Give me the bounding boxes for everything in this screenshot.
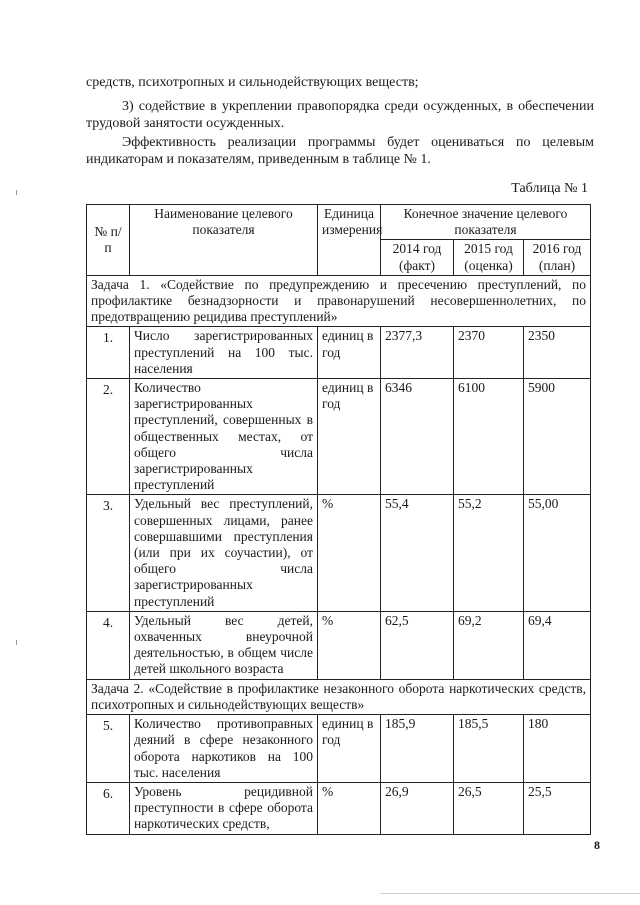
value-2016: 69,4 — [524, 611, 591, 679]
table-row — [87, 611, 591, 679]
indicator-name: Удельный вес преступлений, совершенных лицами, ранее совершавшими преступления (или при их соучастии), от общего числа зарегистрированных преступлений — [130, 495, 318, 611]
indicators-table — [86, 204, 591, 835]
header-2014: 2014 год (факт) — [381, 240, 454, 275]
row-number: 6. — [87, 782, 130, 834]
task-row — [87, 275, 591, 327]
scan-mark — [16, 190, 17, 195]
header-unit: Единица измерения — [318, 205, 381, 276]
value-2014: 55,4 — [381, 495, 454, 611]
text-line: средств, психотропных и сильнодействующих веществ; — [86, 75, 419, 90]
value-2014: 62,5 — [381, 611, 454, 679]
header-2015: 2015 год (оценка) — [454, 240, 524, 275]
table-row — [87, 782, 591, 834]
value-2016: 25,5 — [524, 782, 591, 834]
paragraph-efficiency: Эффективность реализации программы будет оцениваться по целевым индикаторам и показателям, приведенным в таблице № 1. — [86, 135, 594, 167]
table-row — [87, 715, 591, 783]
value-2014: 6346 — [381, 379, 454, 495]
indicator-unit: единиц в год — [318, 379, 381, 495]
indicator-name: Удельный вес детей, охваченных внеурочной деятельностью, в общем числе детей школьного возраста — [130, 611, 318, 679]
task-row — [87, 679, 591, 714]
header-2016: 2016 год (план) — [524, 240, 591, 275]
row-number: 5. — [87, 715, 130, 783]
indicator-unit: единиц в год — [318, 715, 381, 783]
scan-mark — [16, 640, 17, 645]
table-row — [87, 495, 591, 611]
value-2015: 55,2 — [454, 495, 524, 611]
row-number: 2. — [87, 379, 130, 495]
value-2014: 2377,3 — [381, 327, 454, 379]
value-2016: 55,00 — [524, 495, 591, 611]
value-2015: 2370 — [454, 327, 524, 379]
indicator-name: Число зарегистрированных преступлений на 100 тыс. населения — [130, 327, 318, 379]
task-1-text: Задача 1. «Содействие по предупреждению и пресечению преступлений, по профилактике безнадзорности и правонарушений несовершеннолетних, по предотвращению рецидива преступлений» — [87, 275, 591, 327]
value-2014: 185,9 — [381, 715, 454, 783]
indicator-unit: % — [318, 495, 381, 611]
row-number: 4. — [87, 611, 130, 679]
table-row — [87, 379, 591, 495]
value-2015: 69,2 — [454, 611, 524, 679]
header-no: № п/п — [87, 205, 130, 276]
indicator-unit: % — [318, 611, 381, 679]
row-number: 1. — [87, 327, 130, 379]
value-2015: 185,5 — [454, 715, 524, 783]
value-2014: 26,9 — [381, 782, 454, 834]
indicator-unit: единиц в год — [318, 327, 381, 379]
indicator-name: Количество зарегистрированных преступлений, совершенных в общественных местах, от общего числа зарегистрированных преступлений — [130, 379, 318, 495]
value-2016: 2350 — [524, 327, 591, 379]
page-number: 8 — [594, 838, 600, 852]
value-2016: 180 — [524, 715, 591, 783]
value-2015: 6100 — [454, 379, 524, 495]
header-final-value: Конечное значение целевого показателя — [381, 205, 591, 240]
table-caption: Таблица № 1 — [511, 181, 588, 196]
indicator-name: Уровень рецидивной преступности в сфере оборота наркотических средств, — [130, 782, 318, 834]
paragraph-item-3: 3) содействие в укреплении правопорядка среди осужденных, в обеспечении трудовой занятости осужденных. — [86, 99, 594, 131]
value-2016: 5900 — [524, 379, 591, 495]
header-name: Наименование целевого показателя — [130, 205, 318, 276]
value-2015: 26,5 — [454, 782, 524, 834]
table-row — [87, 327, 591, 379]
row-number: 3. — [87, 495, 130, 611]
indicator-name: Количество противоправных деяний в сфере незаконного оборота наркотиков на 100 тыс. населения — [130, 715, 318, 783]
header-row — [87, 205, 591, 240]
task-2-text: Задача 2. «Содействие в профилактике незаконного оборота наркотических средств, психотропных и сильнодействующих веществ» — [87, 679, 591, 714]
scan-mark — [380, 893, 640, 894]
indicator-unit: % — [318, 782, 381, 834]
